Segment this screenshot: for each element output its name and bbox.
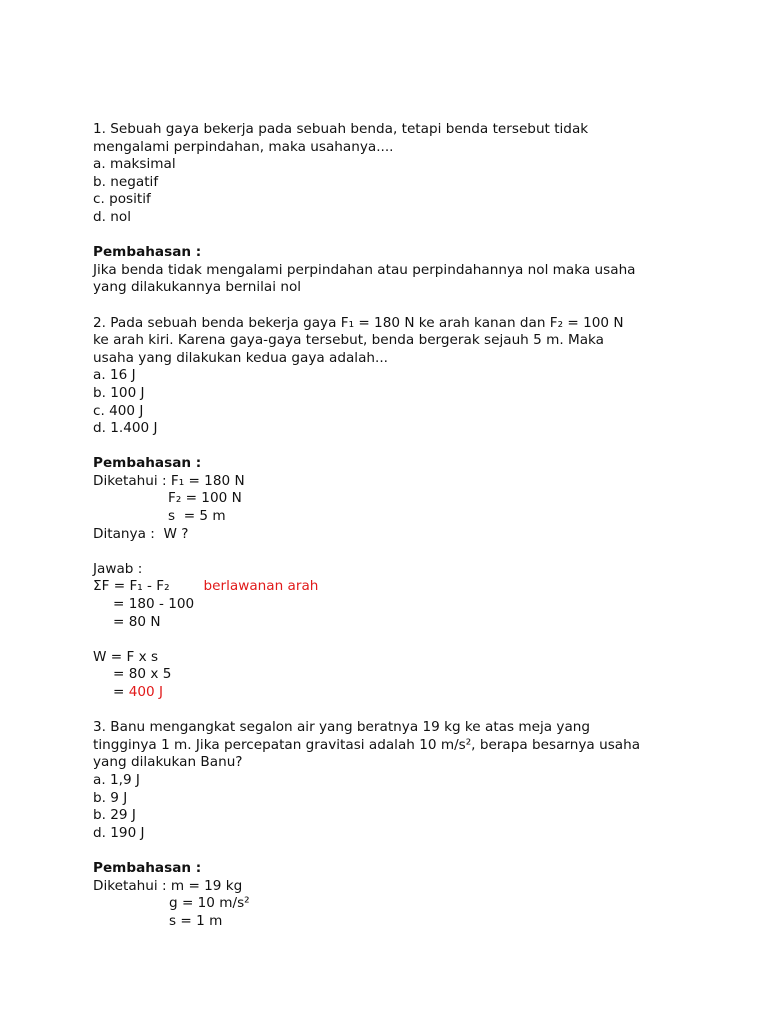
q2-known-line-1: Diketahui : F₁ = 180 N [93,472,245,489]
q2-option-d: d. 1.400 J [93,420,158,437]
spacer [93,438,713,456]
q2-net-force-line-3: = 80 N [113,613,161,630]
spacer [93,631,713,649]
q3-known-line-1: Diketahui : m = 19 kg [93,877,243,894]
spacer [93,702,713,720]
spacer [93,297,713,315]
q3-known-line-2: g = 10 m/s² [169,895,250,912]
q2-discussion-heading: Pembahasan : [93,455,202,472]
q2-work-equals: = [113,684,129,700]
q3-discussion-heading: Pembahasan : [93,859,202,876]
q2-known-line-2: F₂ = 100 N [168,490,242,507]
q1-option-d: d. nol [93,208,131,225]
q3-text-line-2: tingginya 1 m. Jika percepatan gravitasi adalah 10 m/s², berapa besarnya usaha [93,736,641,753]
q3-known-line-3: s = 1 m [169,912,223,929]
q1-text-line-1: 1. Sebuah gaya bekerja pada sebuah benda, tetapi benda tersebut tidak [93,121,589,137]
q2-net-force-line-1 [93,578,713,596]
q1-discussion-heading: Pembahasan : [93,244,202,261]
q3-option-b: b. 9 J [93,789,128,806]
q2-asked-line: Ditanya : W ? [93,525,189,542]
q2-text-line-3: usaha yang dilakukan kedua gaya adalah... [93,349,388,366]
q3-text-line-3: yang dilakukan Banu? [93,754,243,771]
q3-option-c: b. 29 J [93,807,136,824]
q1-discussion-line-1: Jika benda tidak mengalami perpindahan atau perpindahannya nol maka usaha [93,261,636,278]
q2-work-line-1: W = F x s [93,648,159,665]
spacer [93,543,713,561]
q3-text-line-1: 3. Banu mengangkat segalon air yang beratnya 19 kg ke atas meja yang [93,719,591,736]
q1-option-b: b. negatif [93,173,159,190]
q2-answer-label: Jawab : [93,560,143,577]
q2-text-line-1: 2. Pada sebuah benda bekerja gaya F₁ = 180 N ke arah kanan dan F₂ = 100 N [93,314,624,331]
q1-discussion-line-2: yang dilakukannya bernilai nol [93,279,302,296]
q1-text-line-2: mengalami perpindahan, maka usahanya.... [93,138,394,155]
q2-known-line-3: s = 5 m [168,508,226,525]
q2-work-result: 400 J [128,684,163,700]
q2-option-c: c. 400 J [93,402,144,419]
spacer [93,842,713,860]
q1-option-a: a. maksimal [93,156,176,173]
spacer [93,227,713,245]
q1-option-c: c. positif [93,191,151,208]
q3-option-d: d. 190 J [93,824,145,841]
q2-direction-note: berlawanan arah [203,578,319,595]
q2-work-line-3 [93,684,713,702]
q2-net-force-formula: ΣF = F₁ - F₂ [93,578,170,595]
q2-text-line-2: ke arah kiri. Karena gaya-gaya tersebut, benda bergerak sejauh 5 m. Maka [93,332,604,349]
q2-option-a: a. 16 J [93,367,136,384]
q2-option-b: b. 100 J [93,384,145,401]
document-page [93,121,713,930]
q2-work-line-2: = 80 x 5 [113,666,172,683]
q3-option-a: a. 1,9 J [93,771,140,788]
q2-net-force-line-2: = 180 - 100 [113,596,195,613]
